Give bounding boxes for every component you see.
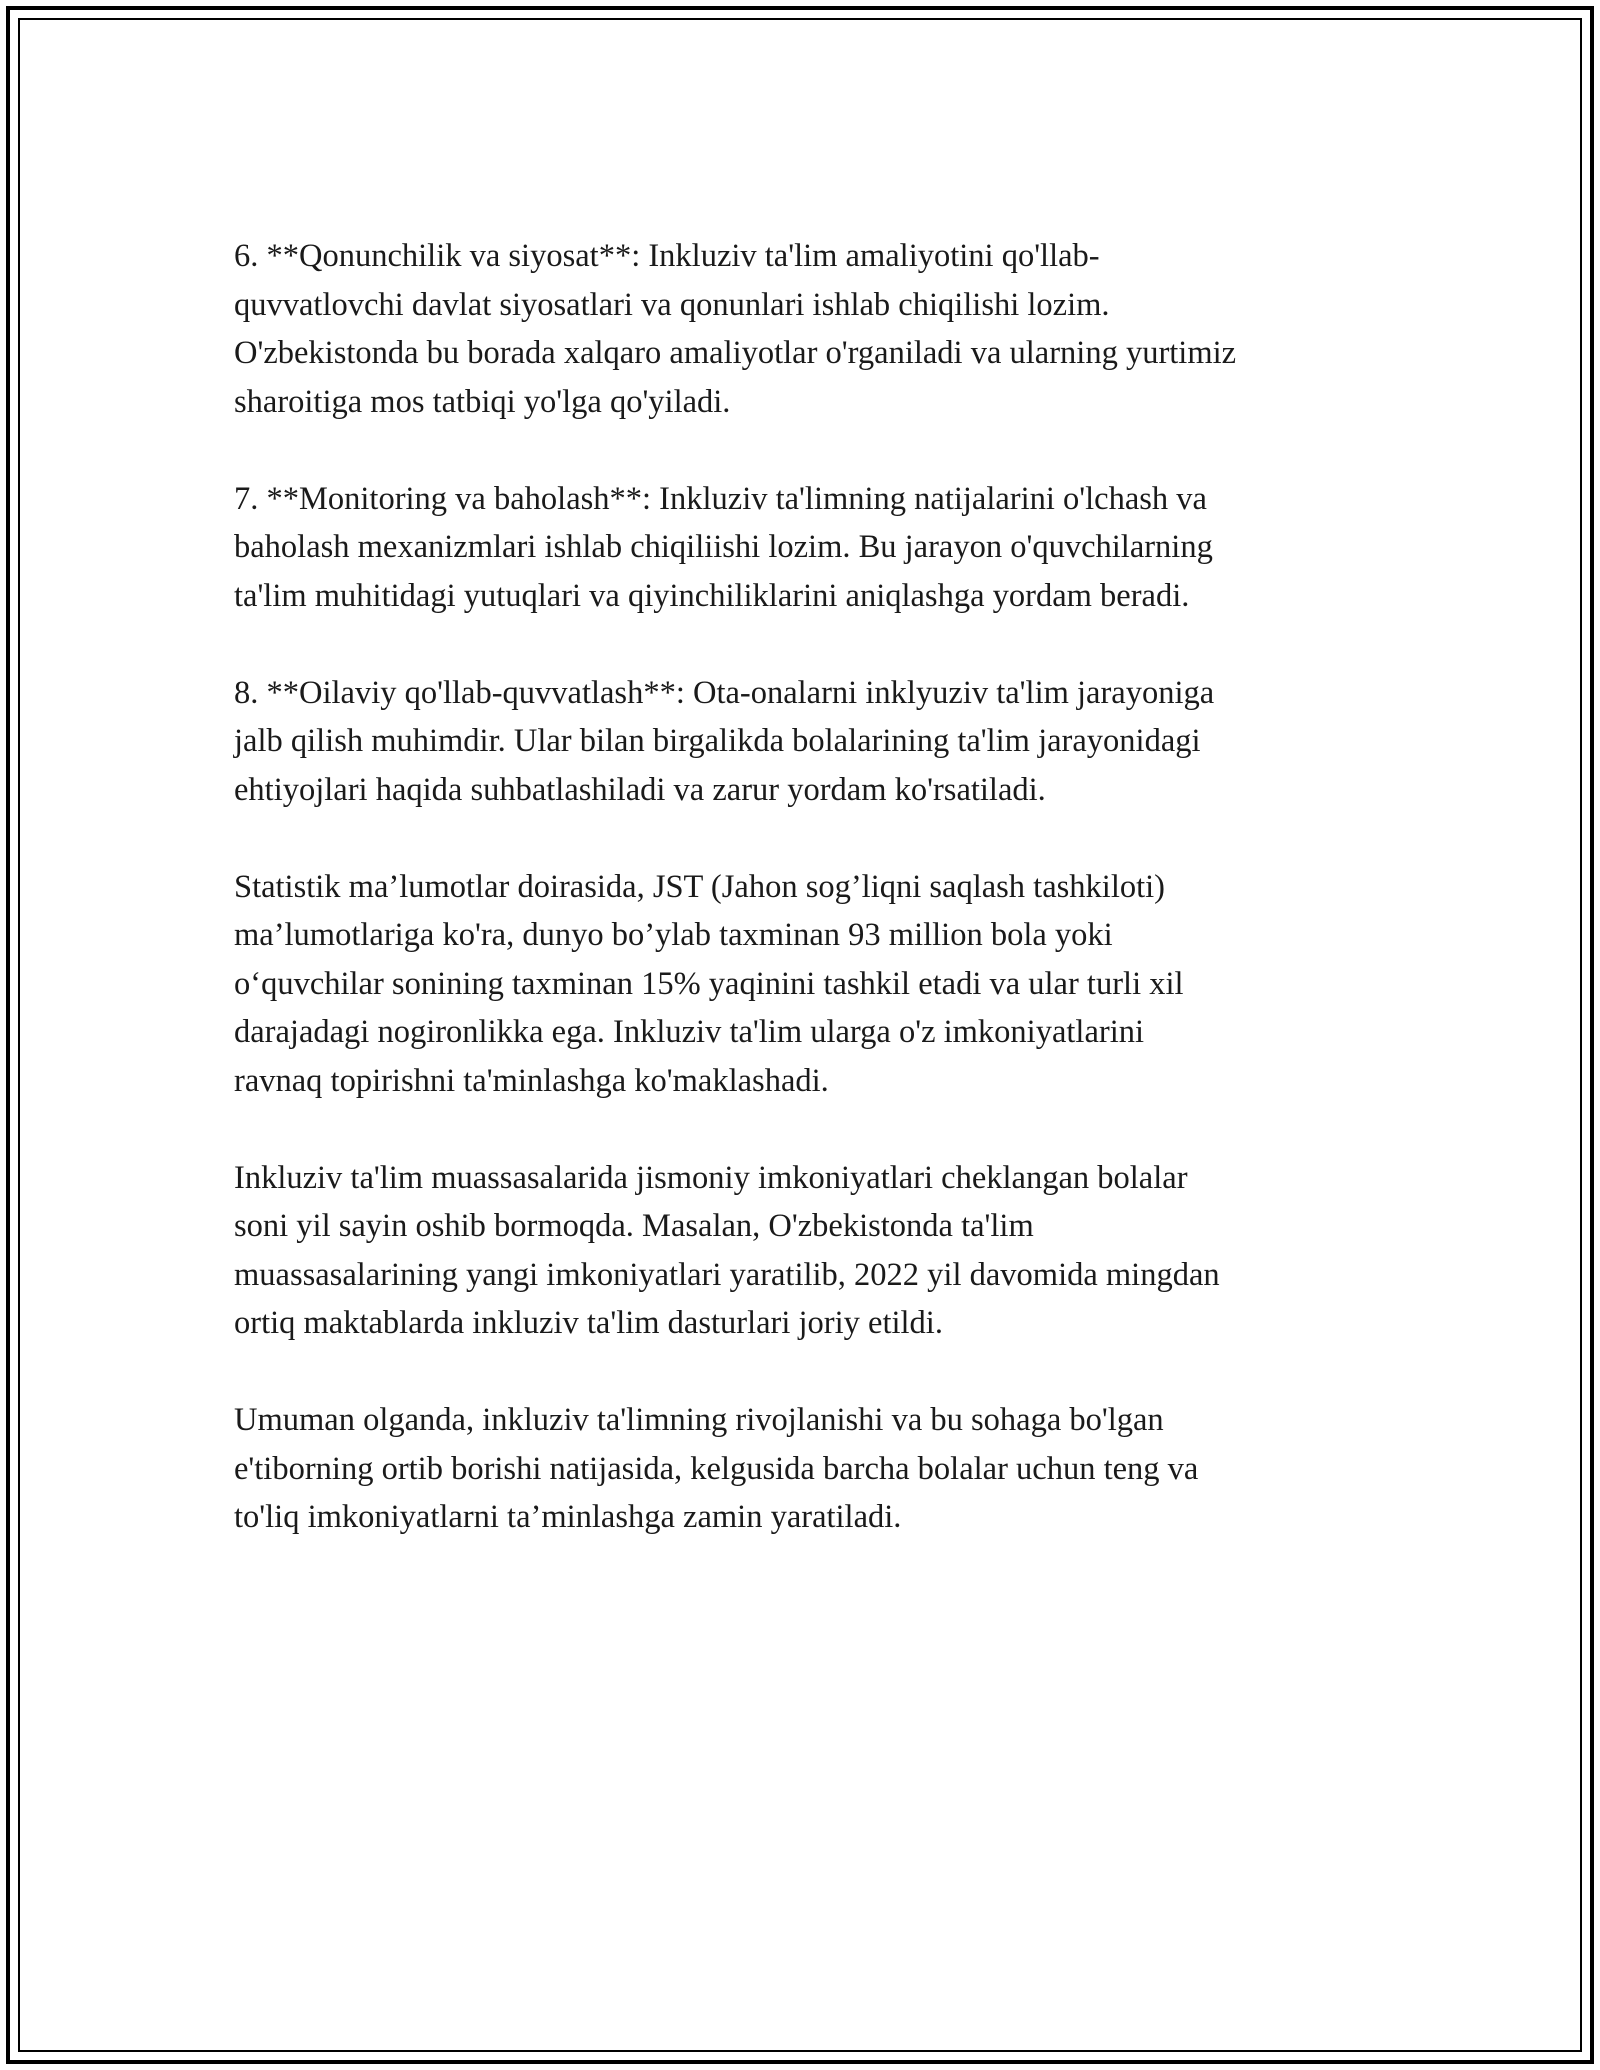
paragraph-statistics: Statistik ma’lumotlar doirasida, JST (Jahon sog’liqni saqlash tashkiloti) ma’lumotlariga ko'ra, dunyo bo’ylab taxminan 93 million bola yoki o‘quvchilar sonining taxminan 15% yaqinini tashkil etadi va ular turli xil darajadagi nogironlikka ega. Inkluziv ta'lim ularga o'z imkoniyatlarini ravnaq topirishni ta'minlashga ko'maklashadi. bbox=[234, 868, 1184, 1099]
paragraph-legislation-policy: 6. **Qonunchilik va siyosat**: Inkluziv ta'lim amaliyotini qo'llab- quvvatlovchi davlat siyosatlari va qonunlari ishlab chiqilishi lozim. O'zbekistonda bu borada xalqaro amaliyotlar o'rganiladi va ularning yurtimiz sharoitiga mos tatbiqi yo'lga qo'yiladi. bbox=[234, 238, 1237, 420]
paragraph-conclusion: Umuman olganda, inkluziv ta'limning rivojlanishi va bu sohaga bo'lgan e'tiborning ortib borishi natijasida, kelgusida barcha bolalar uchun teng va to'liq imkoniyatlarni ta’minlashga zamin yaratiladi. bbox=[234, 1402, 1199, 1535]
paragraph-monitoring-evaluation: 7. **Monitoring va baholash**: Inkluziv ta'limning natijalarini o'lchash va baholash mexanizmlari ishlab chiqiliishi lozim. Bu jarayon o'quvchilarning ta'lim muhitidagi yutuqlari va qiyinchiliklarini aniqlashga yordam beradi. bbox=[234, 480, 1213, 614]
paragraph-institutions: Inkluziv ta'lim muassasalarida jismoniy imkoniyatlari cheklangan bolalar soni yil sayin oshib bormoqda. Masalan, O'zbekistonda ta'lim muassasalarining yangi imkoniyatlari yaratilib, 2022 yil davomida mingdan ortiq maktablarda inkluziv ta'lim dasturlari joriy etildi. bbox=[234, 1159, 1220, 1341]
paragraph-family-support: 8. **Oilaviy qo'llab-quvvatlash**: Ota-onalarni inklyuziv ta'lim jarayoniga jalb qilish muhimdir. Ular bilan birgalikda bolalarining ta'lim jarayonidagi ehtiyojlari haqida suhbatlashiladi va zarur yordam ko'rsatiladi. bbox=[234, 674, 1215, 808]
document-body bbox=[234, 232, 1384, 1590]
